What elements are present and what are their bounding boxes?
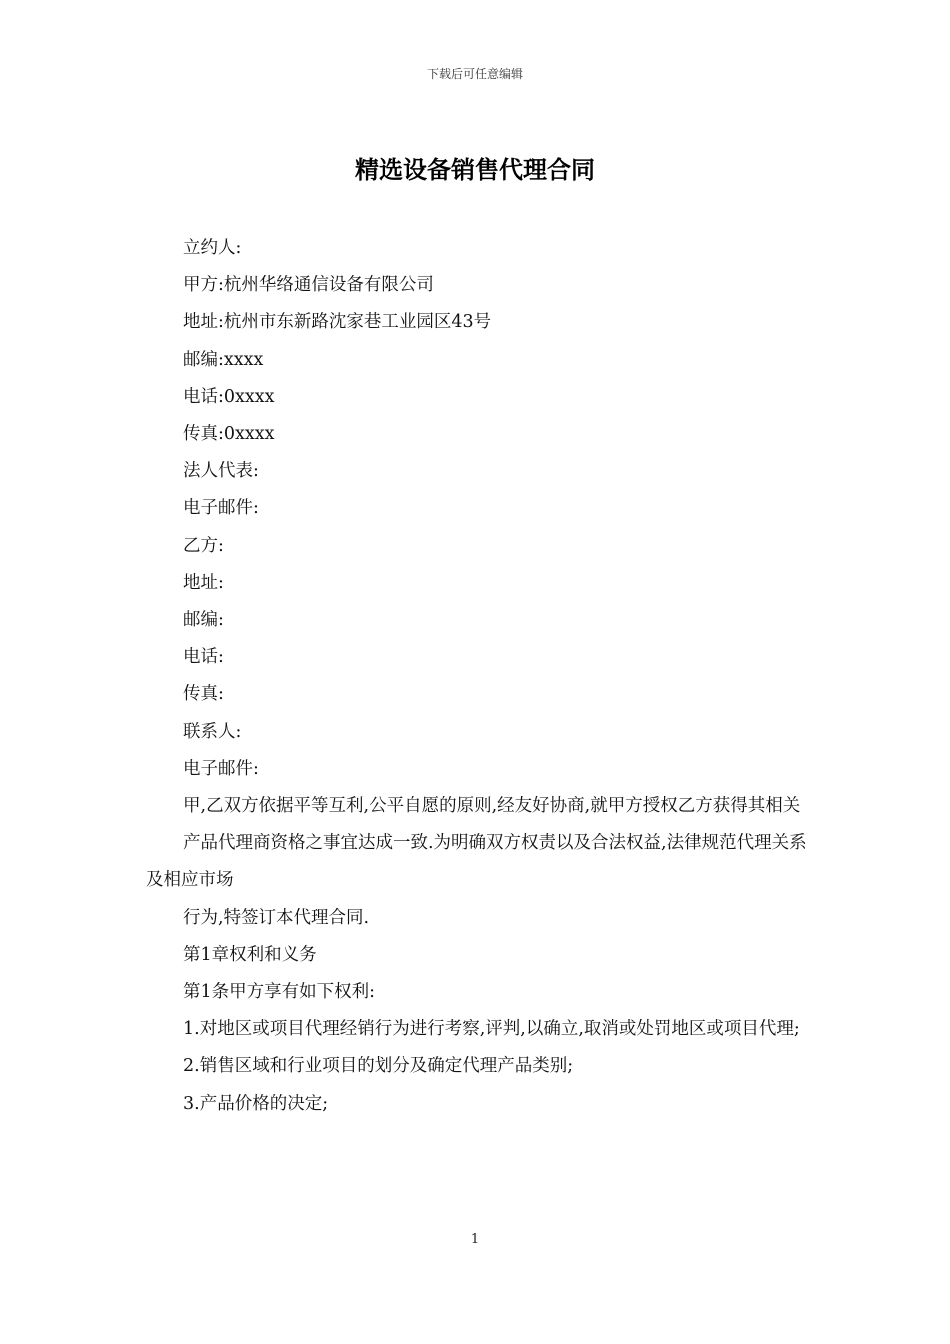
page-number: 1	[470, 1232, 480, 1247]
paragraph: 第1章权利和义务	[183, 944, 317, 965]
paragraph: 产品代理商资格之事宜达成一致.为明确双方权责以及合法权益,法律规范代理关系及相应市场	[146, 833, 807, 891]
paragraph: 邮编:xxxx	[183, 349, 264, 370]
paragraph: 2.销售区域和行业项目的划分及确定代理产品类别;	[183, 1056, 574, 1077]
paragraph: 电话:0xxxx	[183, 386, 275, 407]
document-title: 精选设备销售代理合同	[355, 156, 595, 184]
paragraph: 联系人:	[183, 721, 242, 742]
paragraph: 甲方:杭州华络通信设备有限公司	[183, 275, 434, 296]
paragraph: 邮编:	[183, 610, 224, 631]
paragraph: 法人代表:	[183, 461, 259, 482]
paragraph: 立约人:	[183, 238, 242, 258]
paragraph: 行为,特签订本代理合同.	[183, 907, 370, 928]
paragraph: 第1条甲方享有如下权利:	[183, 982, 376, 1003]
paragraph: 电子邮件:	[183, 758, 259, 779]
paragraph: 电子邮件:	[183, 498, 259, 519]
page-header: 下载后可任意编辑	[426, 67, 523, 81]
paragraph: 地址:杭州市东新路沈家巷工业园区43号	[183, 312, 492, 333]
paragraph: 电话:	[183, 647, 224, 668]
paragraph: 1.对地区或项目代理经销行为进行考察,评判,以确立,取消或处罚地区或项目代理;	[183, 1019, 800, 1040]
paragraph: 传真:	[183, 684, 224, 705]
paragraph: 乙方:	[183, 535, 224, 556]
paragraph: 地址:	[183, 572, 224, 593]
document-body	[146, 230, 814, 1123]
paragraph: 3.产品价格的决定;	[183, 1093, 329, 1114]
paragraph: 甲,乙双方依据平等互利,公平自愿的原则,经友好协商,就甲方授权乙方获得其相关	[183, 796, 801, 817]
paragraph: 传真:0xxxx	[183, 424, 275, 445]
